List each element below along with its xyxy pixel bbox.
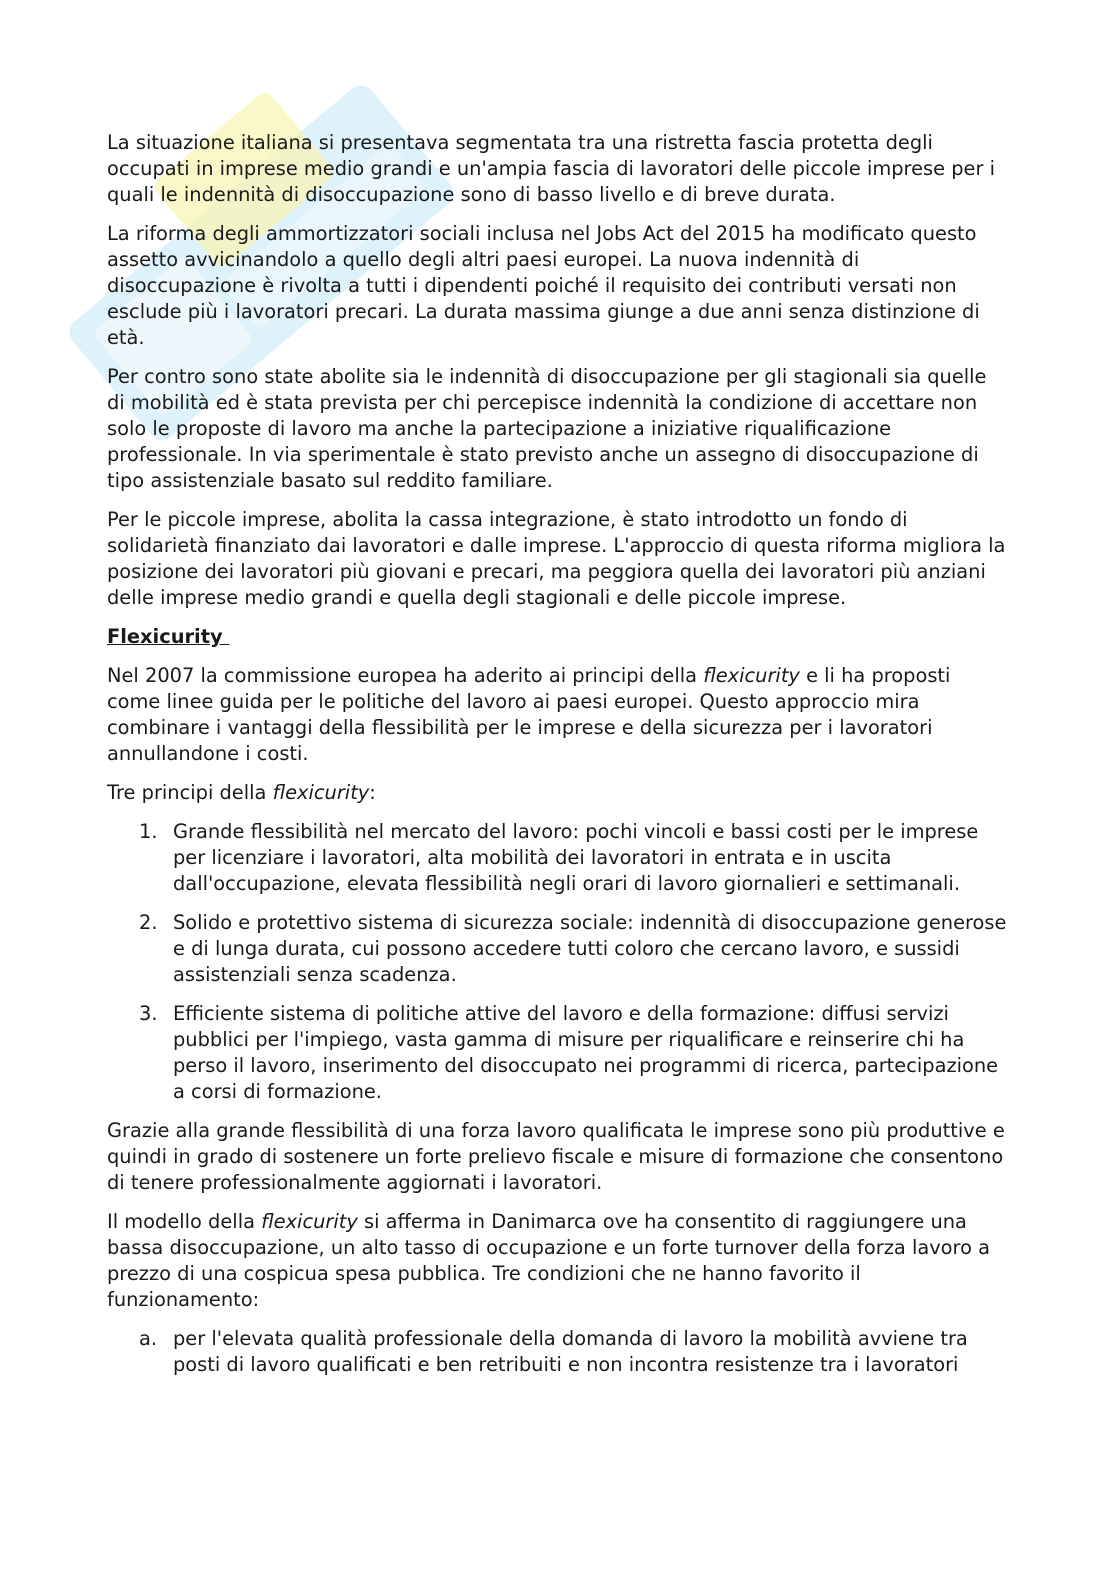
paragraph-intro: La situazione italiana si presentava segmentata tra una ristretta fascia protetta degli occupati in imprese medio grandi e un'ampia fascia di lavoratori delle piccole imprese per i quali le indennità di disoccupazione sono di basso livello e di breve durata. [107, 131, 995, 206]
paragraph-principles-intro: Tre principi della flexicurity: [107, 781, 376, 804]
principles-list [107, 819, 1007, 1105]
document-body [107, 130, 1007, 1391]
list-item: 3. Efficiente sistema di politiche attive del lavoro e della formazione: diffusi servizi pubblici per l'impiego, vasta gamma di misure per riqualificare e reinserire chi ha perso il lavoro, inserimento del disoccupato nei programmi di ricerca, partecipazione a corsi di formazione. [139, 1002, 999, 1103]
conditions-list [107, 1326, 1007, 1378]
list-item: 2. Solido e protettivo sistema di sicurezza sociale: indennità di disoccupazione generose e di lunga durata, cui possono accedere tutti coloro che cercano lavoro, e sussidi assistenziali senza scadenza. [139, 911, 1007, 986]
list-item: 1. Grande flessibilità nel mercato del lavoro: pochi vincoli e bassi costi per le imprese per licenziare i lavoratori, alta mobilità dei lavoratori in entrata e in uscita dall'occupazione, elevata flessibilità negli orari di lavoro giornalieri e settimanali. [139, 820, 979, 895]
paragraph-commission: Nel 2007 la commissione europea ha aderito ai principi della flexicurity e li ha proposti come linee guida per le politiche del lavoro ai paesi europei. Questo approccio mira combinare i vantaggi della flessibilità per le imprese e della sicurezza per i lavoratori annullandone i costi. [107, 664, 951, 765]
section-heading-flexicurity: Flexicurity [107, 625, 230, 648]
paragraph-productivity: Grazie alla grande flessibilità di una forza lavoro qualificata le imprese sono più produttive e quindi in grado di sostenere un forte prelievo fiscale e misure di formazione che consentono di tenere professionalmente aggiornati i lavoratori. [107, 1119, 1005, 1194]
paragraph-jobs-act: La riforma degli ammortizzatori sociali inclusa nel Jobs Act del 2015 ha modificato questo assetto avvicinandolo a quello degli altri paesi europei. La nuova indennità di disoccupazione è rivolta a tutti i dipendenti poiché il requisito dei contributi versati non esclude più i lavoratori precari. La durata massima giunge a due anni senza distinzione di età. [107, 222, 980, 349]
paragraph-denmark: Il modello della flexicurity si afferma in Danimarca ove ha consentito di raggiungere una bassa disoccupazione, un alto tasso di occupazione e un forte turnover della forza lavoro a prezzo di una cospicua spesa pubblica. Tre condizioni che ne hanno favorito il funzionamento: [107, 1210, 991, 1311]
paragraph-abolitions: Per contro sono state abolite sia le indennità di disoccupazione per gli stagionali sia quelle di mobilità ed è stata prevista per chi percepisce indennità la condizione di accettare non solo le proposte di lavoro ma anche la partecipazione a iniziative riqualificazione professionale. In via sperimentale è stato previsto anche un assegno di disoccupazione di tipo assistenziale basato sul reddito familiare. [107, 365, 987, 492]
paragraph-small-firms: Per le piccole imprese, abolita la cassa integrazione, è stato introdotto un fondo di solidarietà finanziato dai lavoratori e dalle imprese. L'approccio di questa riforma migliora la posizione dei lavoratori più giovani e precari, ma peggiora quella dei lavoratori più anziani delle imprese medio grandi e quella degli stagionali e delle piccole imprese. [107, 508, 1006, 609]
list-item: a. per l'elevata qualità professionale della domanda di lavoro la mobilità avviene tra posti di lavoro qualificati e ben retribuiti e non incontra resistenze tra i lavoratori [139, 1327, 968, 1376]
